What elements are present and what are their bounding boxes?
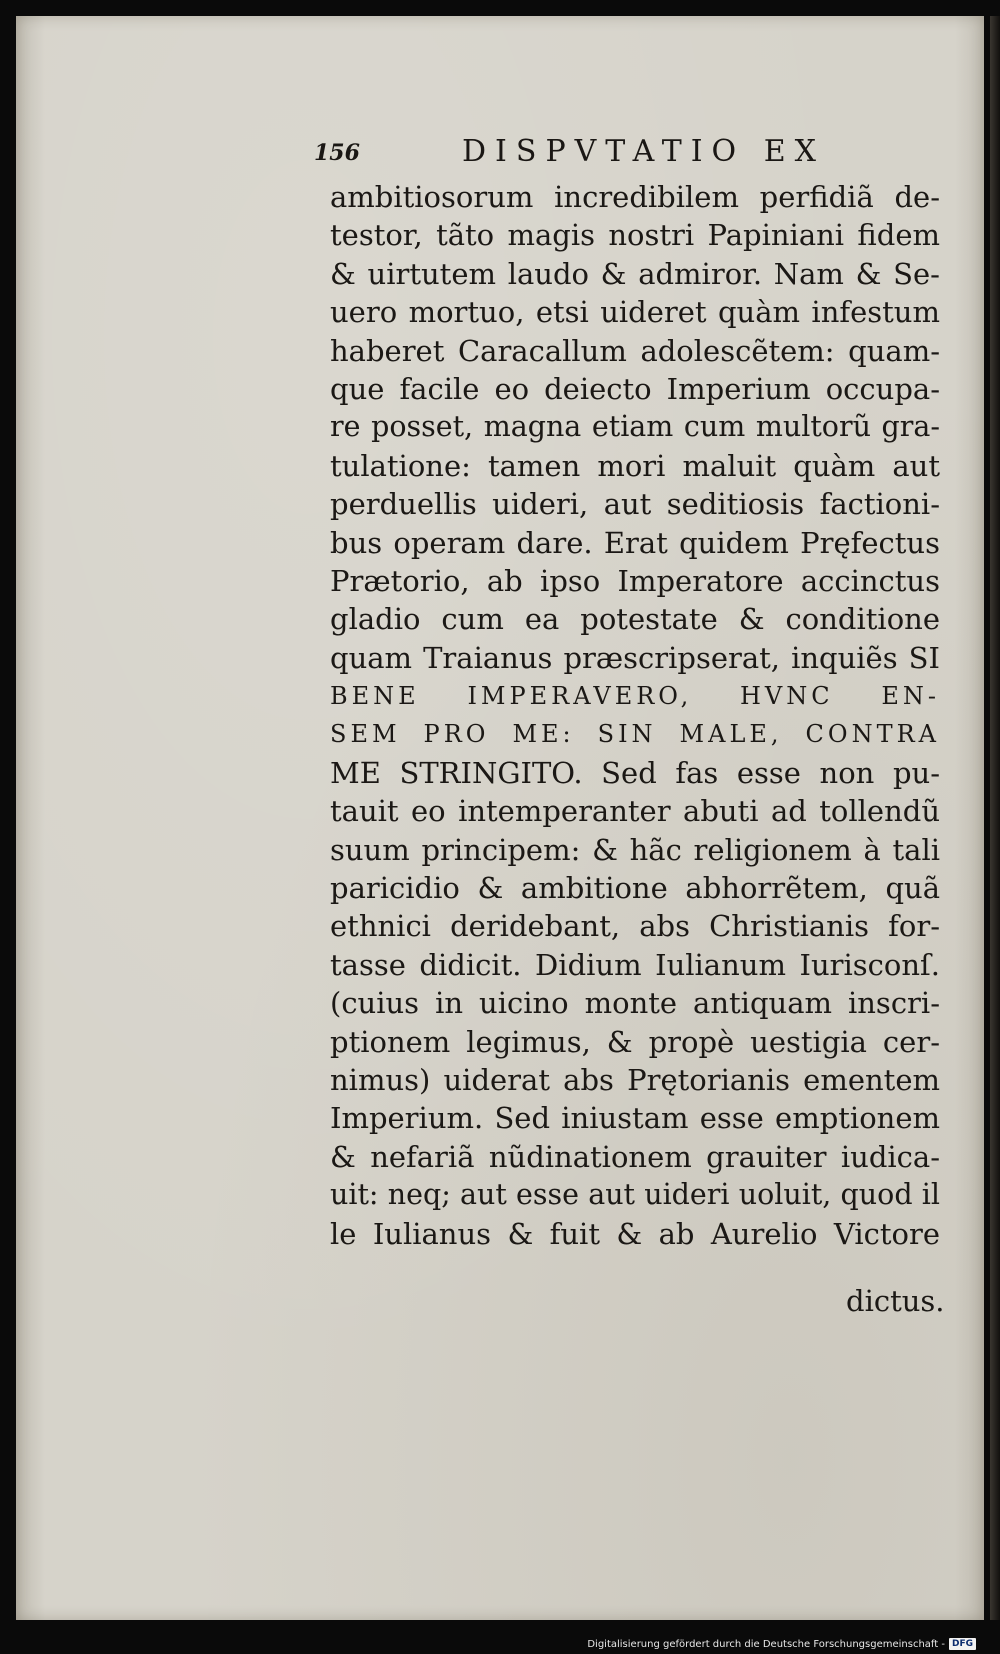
page-number: 156 [314, 140, 360, 166]
text-line: tulatione: tamen mori maluit quàm aut [330, 448, 940, 483]
text-line: haberet Caracallum adolescẽtem: quam- [330, 333, 940, 368]
text-line: suum principem: & hãc religionem à tali [330, 832, 940, 867]
running-head: DISPVTATIO EX [462, 134, 825, 169]
text-line: & uirtutem laudo & admiror. Nam & Se- [330, 256, 940, 291]
text-line: & nefariã nũdinationem grauiter iudica- [330, 1139, 940, 1174]
text-line: re posset, magna etiam cum multorũ gra- [330, 410, 940, 444]
text-line: paricidio & ambitione abhorrẽtem, quã [330, 871, 940, 906]
page-edge-shadow [990, 16, 1000, 1620]
text-line: Prætorio, ab ipso Imperatore accinctus [330, 563, 940, 598]
credit-text: Digitalisierung gefördert durch die Deutsche Forschungsgemeinschaft - [587, 1638, 945, 1650]
text-line: ptionem legimus, & propè uestigia cer- [330, 1024, 940, 1059]
text-line: uero mortuo, etsi uideret quàm infestum [330, 295, 940, 330]
book-page [16, 16, 984, 1620]
digitization-credit [587, 1637, 976, 1651]
text-line: perduellis uideri, aut seditiosis factioni- [330, 487, 940, 522]
text-line-capitals: SEM PRO ME: SIN MALE, CONTRA [330, 720, 940, 749]
text-line: Imperium. Sed iniustam esse emptionem [330, 1101, 940, 1136]
catchword: dictus. [846, 1284, 945, 1318]
text-line: ethnici deridebant, abs Christianis for- [330, 909, 940, 944]
text-line: quam Traianus præscripserat, inquiẽs SI [330, 640, 940, 675]
text-line: ME STRINGITO. Sed fas esse non pu- [330, 755, 940, 790]
text-line: ambitiosorum incredibilem perfidiã de- [330, 180, 940, 214]
text-line: tauit eo intemperanter abuti ad tollendũ [330, 794, 940, 829]
text-line-capitals: BENE IMPERAVERO, HVNC EN- [330, 682, 940, 711]
dfg-logo: DFG [949, 1638, 976, 1650]
body-text [330, 178, 940, 1253]
text-line: tasse didicit. Didium Iulianum Iurisconſ. [330, 947, 940, 982]
text-line: nimus) uiderat abs Prętorianis ementem [330, 1062, 940, 1097]
text-line: uit: neq; aut esse aut uideri uoluit, quod il [330, 1178, 940, 1212]
text-line: gladio cum ea potestate & conditione [330, 602, 940, 637]
text-line: testor, tãto magis nostri Papiniani fidem [330, 218, 940, 253]
text-line: bus operam dare. Erat quidem Pręfectus [330, 525, 940, 560]
text-line: (cuius in uicino monte antiquam inscri- [330, 986, 940, 1021]
text-line: le Iulianus & fuit & ab Aurelio Victore [330, 1216, 940, 1251]
page-header [314, 134, 834, 178]
text-line: que facile eo deiecto Imperium occupa- [330, 371, 940, 406]
